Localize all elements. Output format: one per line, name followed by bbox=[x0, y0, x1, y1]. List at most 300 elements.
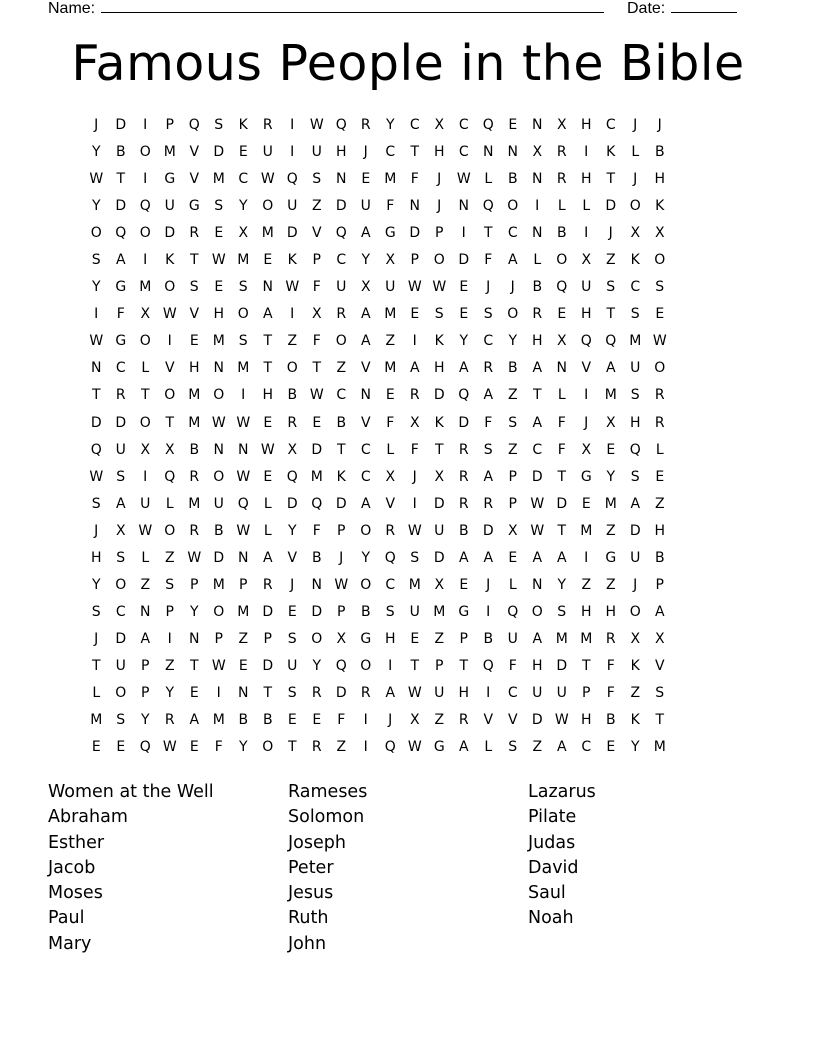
date-field[interactable] bbox=[627, 0, 737, 17]
grid-letter: R bbox=[605, 630, 616, 647]
grid-letter: R bbox=[458, 495, 469, 512]
grid-letter: R bbox=[556, 144, 567, 161]
grid-letter: E bbox=[214, 279, 224, 296]
grid-letter: Z bbox=[336, 360, 347, 377]
grid-letter: D bbox=[531, 468, 543, 485]
grid-letter: Z bbox=[385, 333, 396, 350]
grid-letter: D bbox=[262, 657, 274, 674]
grid-letter: T bbox=[434, 441, 444, 458]
grid-letter: X bbox=[654, 225, 665, 242]
grid-letter: W bbox=[236, 468, 251, 485]
grid-letter: U bbox=[164, 198, 175, 215]
grid-letter: E bbox=[508, 549, 518, 566]
grid-letter: B bbox=[507, 171, 518, 188]
grid-letter: W bbox=[652, 333, 667, 350]
grid-letter: Y bbox=[606, 468, 616, 485]
grid-letter: E bbox=[361, 171, 371, 188]
grid-letter: P bbox=[141, 684, 150, 701]
grid-letter: I bbox=[143, 252, 148, 269]
grid-letter: I bbox=[412, 495, 417, 512]
grid-letter: T bbox=[263, 684, 273, 701]
grid-letter: Q bbox=[580, 333, 592, 350]
word-list-item: David bbox=[528, 857, 579, 878]
grid-letter: C bbox=[336, 252, 347, 269]
grid-letter: S bbox=[214, 117, 224, 133]
grid-letter: S bbox=[508, 739, 518, 756]
grid-letter: O bbox=[90, 225, 102, 242]
grid-letter: P bbox=[312, 252, 321, 269]
grid-letter: X bbox=[605, 414, 616, 431]
grid-letter: M bbox=[580, 630, 593, 647]
grid-letter: V bbox=[287, 549, 298, 566]
grid-letter: S bbox=[238, 279, 248, 296]
grid-row bbox=[84, 438, 744, 465]
grid-row bbox=[84, 113, 744, 140]
grid-letter: M bbox=[139, 279, 152, 296]
grid-letter: D bbox=[335, 495, 347, 512]
grid-letter: P bbox=[141, 657, 150, 674]
grid-letter: L bbox=[533, 252, 542, 269]
grid-letter: A bbox=[115, 252, 126, 269]
name-field[interactable] bbox=[48, 0, 604, 17]
grid-letter: L bbox=[484, 171, 493, 188]
name-blank-line[interactable] bbox=[101, 0, 604, 13]
grid-letter: J bbox=[486, 279, 491, 296]
grid-row bbox=[84, 681, 744, 708]
grid-letter: T bbox=[116, 171, 126, 188]
grid-letter: W bbox=[211, 657, 226, 674]
grid-letter: U bbox=[507, 630, 518, 647]
grid-row bbox=[84, 194, 744, 221]
grid-letter: R bbox=[556, 171, 567, 188]
grid-letter: W bbox=[162, 739, 177, 756]
grid-letter: L bbox=[141, 360, 150, 377]
grid-letter: M bbox=[604, 495, 617, 512]
word-list-item: Peter bbox=[288, 857, 334, 878]
grid-letter: E bbox=[606, 441, 616, 458]
grid-letter: K bbox=[165, 252, 175, 269]
grid-letter: N bbox=[556, 360, 567, 377]
grid-letter: B bbox=[213, 522, 224, 539]
grid-letter: E bbox=[459, 576, 469, 593]
grid-letter: Q bbox=[335, 225, 347, 242]
grid-letter: U bbox=[213, 495, 224, 512]
grid-letter: K bbox=[336, 468, 346, 485]
grid-letter: V bbox=[164, 360, 175, 377]
header-line bbox=[48, 0, 748, 20]
grid-letter: E bbox=[238, 657, 248, 674]
grid-letter: E bbox=[581, 495, 591, 512]
grid-letter: V bbox=[385, 495, 396, 512]
grid-letter: O bbox=[654, 360, 666, 377]
grid-letter: J bbox=[339, 549, 344, 566]
grid-letter: V bbox=[483, 712, 494, 729]
grid-letter: D bbox=[458, 414, 470, 431]
grid-letter: F bbox=[557, 414, 566, 431]
grid-letter: U bbox=[140, 495, 151, 512]
grid-letter: M bbox=[384, 306, 397, 323]
grid-row bbox=[84, 167, 744, 194]
grid-row bbox=[84, 573, 744, 600]
grid-letter: W bbox=[530, 522, 545, 539]
grid-letter: I bbox=[241, 387, 246, 404]
date-label: Date: bbox=[627, 0, 666, 17]
grid-letter: D bbox=[629, 522, 641, 539]
grid-letter: Z bbox=[287, 333, 298, 350]
grid-letter: Q bbox=[286, 468, 298, 485]
grid-letter: E bbox=[189, 684, 199, 701]
grid-letter: Z bbox=[140, 576, 151, 593]
grid-letter: S bbox=[434, 306, 444, 323]
grid-letter: Y bbox=[287, 522, 297, 539]
grid-row bbox=[84, 492, 744, 519]
grid-letter: F bbox=[214, 739, 223, 756]
grid-letter: L bbox=[557, 198, 566, 215]
grid-letter: X bbox=[311, 306, 322, 323]
grid-letter: W bbox=[285, 279, 300, 296]
word-list-item: Abraham bbox=[48, 807, 128, 828]
grid-letter: E bbox=[606, 739, 616, 756]
grid-letter: P bbox=[337, 522, 346, 539]
grid-letter: P bbox=[165, 117, 174, 133]
grid-letter: R bbox=[458, 712, 469, 729]
grid-letter: K bbox=[630, 712, 640, 729]
grid-letter: Y bbox=[557, 576, 567, 593]
grid-letter: E bbox=[263, 414, 273, 431]
grid-letter: E bbox=[655, 468, 665, 485]
grid-letter: K bbox=[238, 117, 248, 133]
grid-row bbox=[84, 600, 744, 627]
grid-letter: L bbox=[92, 684, 101, 701]
grid-letter: T bbox=[140, 387, 150, 404]
grid-letter: N bbox=[238, 441, 249, 458]
grid-letter: H bbox=[531, 333, 543, 350]
grid-letter: Y bbox=[630, 739, 640, 756]
grid-letter: W bbox=[187, 549, 202, 566]
grid-letter: Q bbox=[335, 657, 347, 674]
grid-letter: U bbox=[532, 684, 543, 701]
grid-letter: X bbox=[360, 279, 371, 296]
grid-letter: Q bbox=[286, 171, 298, 188]
grid-letter: E bbox=[116, 739, 126, 756]
grid-letter: V bbox=[189, 306, 200, 323]
grid-letter: E bbox=[312, 414, 322, 431]
grid-letter: A bbox=[458, 360, 469, 377]
grid-letter: M bbox=[310, 468, 323, 485]
grid-letter: I bbox=[486, 603, 491, 620]
grid-letter: X bbox=[556, 117, 567, 133]
grid-letter: U bbox=[360, 198, 371, 215]
grid-letter: R bbox=[654, 387, 665, 404]
grid-letter: W bbox=[211, 414, 226, 431]
grid-letter: F bbox=[386, 198, 395, 215]
grid-letter: X bbox=[238, 225, 249, 242]
grid-letter: W bbox=[334, 576, 349, 593]
word-list-item: Jesus bbox=[288, 883, 334, 904]
grid-letter: U bbox=[630, 549, 641, 566]
grid-letter: Q bbox=[384, 739, 396, 756]
grid-row bbox=[84, 627, 744, 654]
grid-letter: E bbox=[214, 225, 224, 242]
grid-letter: B bbox=[336, 414, 347, 431]
grid-letter: S bbox=[630, 387, 640, 404]
grid-letter: I bbox=[167, 630, 172, 647]
grid-letter: X bbox=[630, 225, 641, 242]
grid-letter: D bbox=[335, 684, 347, 701]
grid-letter: G bbox=[188, 198, 200, 215]
grid-letter: A bbox=[532, 360, 543, 377]
grid-letter: M bbox=[580, 522, 593, 539]
grid-letter: B bbox=[654, 549, 665, 566]
grid-letter: C bbox=[115, 360, 126, 377]
grid-letter: X bbox=[630, 630, 641, 647]
grid-letter: D bbox=[213, 549, 225, 566]
grid-letter: N bbox=[91, 360, 102, 377]
grid-letter: B bbox=[605, 712, 616, 729]
grid-letter: D bbox=[458, 252, 470, 269]
grid-letter: N bbox=[311, 576, 322, 593]
word-list-item: Judas bbox=[528, 832, 576, 853]
word-list-item: Lazarus bbox=[528, 782, 596, 802]
grid-letter: Q bbox=[115, 225, 127, 242]
grid-letter: H bbox=[433, 360, 445, 377]
grid-letter: N bbox=[213, 360, 224, 377]
grid-letter: B bbox=[311, 549, 322, 566]
grid-letter: S bbox=[116, 712, 126, 729]
grid-letter: H bbox=[531, 657, 543, 674]
word-list-item: John bbox=[288, 933, 327, 954]
grid-letter: O bbox=[115, 684, 127, 701]
grid-letter: O bbox=[335, 333, 347, 350]
grid-letter: N bbox=[262, 279, 273, 296]
grid-letter: O bbox=[139, 144, 151, 161]
grid-letter: Z bbox=[164, 549, 175, 566]
grid-letter: S bbox=[508, 414, 518, 431]
grid-letter: U bbox=[336, 279, 347, 296]
grid-letter: O bbox=[164, 279, 176, 296]
grid-letter: V bbox=[311, 225, 322, 242]
grid-letter: T bbox=[336, 441, 346, 458]
grid-letter: M bbox=[90, 712, 103, 729]
grid-letter: M bbox=[237, 360, 250, 377]
grid-letter: J bbox=[94, 117, 99, 133]
word-list-item: Moses bbox=[48, 883, 103, 904]
grid-letter: E bbox=[91, 739, 101, 756]
grid-letter: R bbox=[262, 576, 273, 593]
grid-letter: H bbox=[654, 171, 666, 188]
grid-letter: D bbox=[286, 225, 298, 242]
grid-letter: R bbox=[532, 306, 543, 323]
grid-letter: X bbox=[287, 441, 298, 458]
grid-row bbox=[84, 654, 744, 681]
grid-letter: M bbox=[408, 576, 421, 593]
grid-letter: S bbox=[483, 441, 493, 458]
grid-letter: P bbox=[410, 252, 419, 269]
grid-letter: A bbox=[140, 630, 151, 647]
grid-letter: O bbox=[433, 252, 445, 269]
grid-letter: G bbox=[164, 171, 176, 188]
grid-letter: B bbox=[507, 360, 518, 377]
grid-letter: P bbox=[337, 603, 346, 620]
grid-letter: Z bbox=[654, 495, 665, 512]
grid-letter: R bbox=[409, 387, 420, 404]
grid-letter: Q bbox=[556, 279, 568, 296]
grid-letter: L bbox=[141, 549, 150, 566]
grid-letter: E bbox=[189, 333, 199, 350]
grid-letter: E bbox=[287, 712, 297, 729]
grid-letter: Q bbox=[482, 117, 494, 133]
grid-letter: D bbox=[262, 603, 274, 620]
grid-letter: C bbox=[360, 441, 371, 458]
grid-letter: L bbox=[263, 495, 272, 512]
grid-letter: K bbox=[655, 198, 665, 215]
grid-letter: X bbox=[581, 252, 592, 269]
grid-letter: P bbox=[165, 603, 174, 620]
grid-letter: U bbox=[556, 684, 567, 701]
grid-letter: U bbox=[287, 198, 298, 215]
grid-letter: T bbox=[410, 144, 420, 161]
grid-letter: Y bbox=[361, 252, 371, 269]
grid-letter: O bbox=[139, 414, 151, 431]
grid-letter: U bbox=[385, 279, 396, 296]
grid-letter: J bbox=[633, 117, 638, 133]
grid-letter: I bbox=[461, 225, 466, 242]
grid-letter: A bbox=[262, 549, 273, 566]
grid-letter: W bbox=[432, 279, 447, 296]
grid-letter: G bbox=[360, 630, 372, 647]
grid-letter: Z bbox=[238, 630, 249, 647]
grid-letter: N bbox=[360, 387, 371, 404]
grid-letter: Q bbox=[629, 441, 641, 458]
grid-letter: A bbox=[532, 630, 543, 647]
word-list-item: Ruth bbox=[288, 908, 329, 929]
grid-letter: W bbox=[89, 333, 104, 350]
grid-letter: A bbox=[458, 549, 469, 566]
grid-letter: O bbox=[360, 657, 372, 674]
grid-letter: X bbox=[434, 117, 445, 133]
grid-letter: I bbox=[216, 684, 221, 701]
grid-letter: N bbox=[458, 198, 469, 215]
grid-letter: H bbox=[213, 306, 225, 323]
grid-letter: C bbox=[360, 468, 371, 485]
grid-letter: H bbox=[580, 306, 592, 323]
grid-letter: N bbox=[140, 603, 151, 620]
grid-letter: X bbox=[532, 144, 543, 161]
grid-letter: W bbox=[211, 252, 226, 269]
grid-letter: R bbox=[311, 684, 322, 701]
grid-letter: J bbox=[510, 279, 515, 296]
grid-letter: M bbox=[188, 414, 201, 431]
grid-letter: W bbox=[162, 306, 177, 323]
grid-letter: D bbox=[335, 198, 347, 215]
grid-letter: T bbox=[91, 387, 101, 404]
grid-letter: N bbox=[532, 225, 543, 242]
grid-letter: D bbox=[556, 657, 568, 674]
grid-letter: C bbox=[238, 171, 249, 188]
grid-letter: X bbox=[115, 522, 126, 539]
grid-letter: O bbox=[360, 522, 372, 539]
grid-letter: F bbox=[116, 306, 125, 323]
grid-letter: J bbox=[94, 630, 99, 647]
grid-letter: A bbox=[360, 495, 371, 512]
grid-letter: R bbox=[360, 684, 371, 701]
grid-letter: M bbox=[237, 603, 250, 620]
grid-letter: S bbox=[557, 603, 567, 620]
grid-letter: S bbox=[630, 306, 640, 323]
grid-letter: T bbox=[483, 225, 493, 242]
grid-letter: M bbox=[237, 252, 250, 269]
grid-letter: D bbox=[311, 603, 323, 620]
grid-letter: M bbox=[188, 387, 201, 404]
grid-letter: R bbox=[360, 117, 371, 133]
grid-letter: Y bbox=[459, 333, 469, 350]
grid-letter: B bbox=[189, 441, 200, 458]
grid-letter: O bbox=[139, 333, 151, 350]
grid-letter: K bbox=[630, 657, 640, 674]
grid-letter: D bbox=[286, 495, 298, 512]
grid-letter: V bbox=[581, 360, 592, 377]
grid-letter: A bbox=[483, 387, 494, 404]
grid-letter: M bbox=[212, 333, 225, 350]
grid-letter: I bbox=[535, 198, 540, 215]
grid-letter: R bbox=[458, 441, 469, 458]
grid-letter: E bbox=[385, 387, 395, 404]
word-column bbox=[288, 780, 528, 957]
grid-letter: I bbox=[584, 144, 589, 161]
grid-letter: A bbox=[532, 549, 543, 566]
word-list bbox=[48, 780, 768, 957]
grid-letter: Q bbox=[482, 198, 494, 215]
grid-letter: J bbox=[437, 171, 442, 188]
grid-letter: C bbox=[385, 144, 396, 161]
grid-letter: R bbox=[189, 522, 200, 539]
grid-letter: N bbox=[483, 144, 494, 161]
grid-letter: H bbox=[458, 684, 470, 701]
grid-letter: D bbox=[90, 414, 102, 431]
grid-letter: N bbox=[532, 576, 543, 593]
grid-letter: D bbox=[115, 630, 127, 647]
grid-letter: K bbox=[287, 252, 297, 269]
grid-row bbox=[84, 302, 744, 329]
grid-letter: D bbox=[531, 712, 543, 729]
grid-letter: W bbox=[89, 468, 104, 485]
grid-letter: E bbox=[263, 468, 273, 485]
grid-letter: D bbox=[115, 198, 127, 215]
grid-letter: A bbox=[385, 684, 396, 701]
grid-letter: L bbox=[484, 739, 493, 756]
grid-letter: T bbox=[606, 171, 616, 188]
grid-letter: B bbox=[262, 712, 273, 729]
grid-letter: K bbox=[434, 414, 444, 431]
grid-letter: I bbox=[143, 117, 148, 133]
grid-letter: X bbox=[434, 576, 445, 593]
grid-letter: Y bbox=[508, 333, 518, 350]
grid-letter: Z bbox=[311, 198, 322, 215]
grid-letter: A bbox=[115, 495, 126, 512]
word-list-item: Mary bbox=[48, 933, 92, 954]
grid-letter: E bbox=[287, 603, 297, 620]
grid-letter: M bbox=[555, 630, 568, 647]
grid-letter: K bbox=[630, 252, 640, 269]
grid-letter: T bbox=[165, 414, 175, 431]
grid-letter: J bbox=[608, 225, 613, 242]
grid-letter: T bbox=[287, 739, 297, 756]
grid-row bbox=[84, 546, 744, 573]
grid-letter: D bbox=[115, 414, 127, 431]
grid-letter: J bbox=[486, 576, 491, 593]
date-blank-line[interactable] bbox=[671, 0, 737, 13]
word-list-item: Saul bbox=[528, 883, 566, 904]
